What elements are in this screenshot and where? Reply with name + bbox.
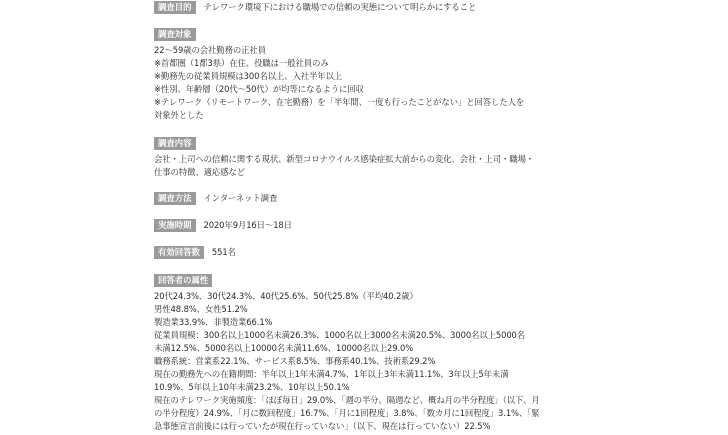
content-line: 会社・上司への信頼に関する現状、新型コロナウイルス感染症拡大前からの変化、会社・上司・職場・	[154, 154, 535, 164]
attributes-line: の半分程度）24.9%、「月に数回程度」16.7%、「月に1回程度」3.8%、「数カ月に1回程度」3.1%、「緊	[154, 408, 540, 418]
content-lines	[154, 153, 584, 179]
content-label: 調査内容	[154, 137, 196, 150]
content-section	[154, 137, 584, 179]
purpose-label: 調査目的	[154, 1, 196, 14]
attributes-line: 急事態宣言前後には行っていたが現在行っていない」（以下、現在は行っていない）22.5%	[154, 421, 491, 431]
method-value: インターネット調査	[203, 193, 278, 203]
attributes-line: 製造業33.9%、非製造業66.1%	[154, 317, 273, 327]
attributes-line: 現在の勤務先への在籍期間：半年以上1年未満4.7%、1年以上3年未満11.1%、3年以上5年未満	[154, 369, 509, 379]
attributes-line: 現在のテレワーク実施頻度：「ほぼ毎日」29.0%、「週の半分、隔週など、概ね月の半分程度」（以下、月	[154, 395, 540, 405]
content-line: 仕事の特徴、適応感など	[154, 167, 246, 177]
target-lines	[154, 44, 584, 122]
attributes-lines	[154, 290, 584, 433]
target-line: 対象外とした	[154, 110, 204, 120]
target-line: ※性別、年齢層（20代〜50代）が均等になるように回収	[154, 84, 364, 94]
purpose-value: テレワーク環境下における職場での信頼の実態について明らかにすること	[203, 2, 477, 12]
target-line: 22〜59歳の会社勤務の正社員	[154, 45, 266, 55]
responses-value: 551名	[211, 247, 236, 257]
target-section	[154, 28, 584, 122]
responses-label: 有効回答数	[154, 246, 204, 259]
period-row	[154, 219, 292, 232]
attributes-line: 未満12.5%、5000名以上10000名未満11.6%、10000名以上29.0%	[154, 343, 414, 353]
target-line: ※勤務先の従業員規模は300名以上、入社半年以上	[154, 71, 343, 81]
attributes-line: 従業員規模：300名以上1000名未満26.3%、1000名以上3000名未満20.5%、3000名以上5000名	[154, 330, 526, 340]
method-label: 調査方法	[154, 192, 196, 205]
attributes-line: 10.9%、5年以上10年未満23.2%、10年以上50.1%	[154, 382, 350, 392]
attributes-line: 職務系統：営業系22.1%、サービス系8.5%、事務系40.1%、技術系29.2%	[154, 356, 436, 366]
attributes-section	[154, 274, 584, 433]
attributes-line: 男性48.8%、女性51.2%	[154, 304, 248, 314]
period-value: 2020年9月16日〜18日	[203, 220, 292, 230]
target-label: 調査対象	[154, 28, 196, 41]
target-line: ※テレワーク（リモートワーク、在宅勤務）を「半年間、一度も行ったことがない」と回答した人を	[154, 97, 525, 107]
period-label: 実施時期	[154, 219, 196, 232]
target-line: ※首都圏（1都3県）在住、役職は一般社員のみ	[154, 58, 329, 68]
method-row	[154, 192, 277, 205]
attributes-line: 20代24.3%、30代24.3%、40代25.6%、50代25.8%（平均40.2歳）	[154, 291, 418, 301]
responses-row	[154, 246, 236, 259]
attributes-label: 回答者の属性	[154, 274, 212, 287]
purpose-row	[154, 1, 476, 14]
